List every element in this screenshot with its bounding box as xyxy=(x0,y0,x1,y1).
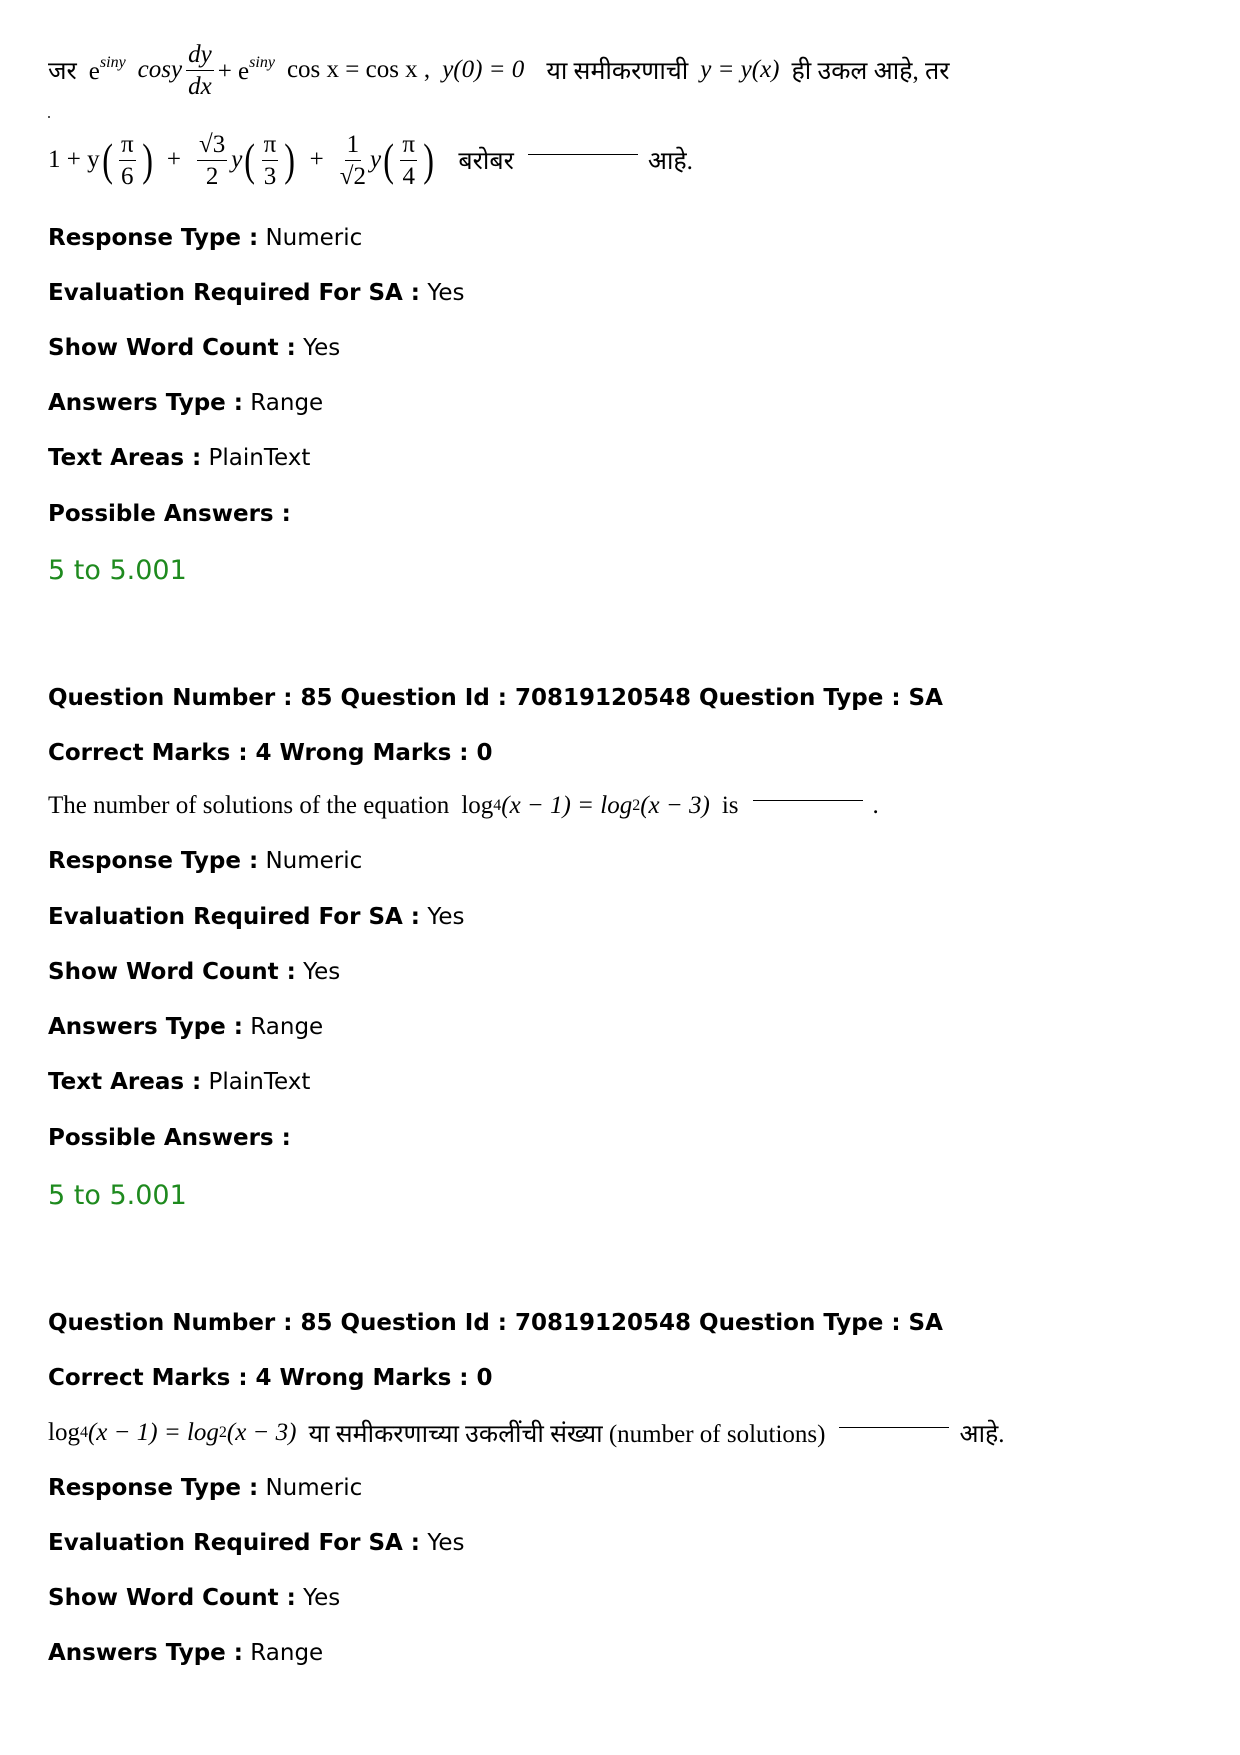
q2-possible-answer: 5 to 5.001 xyxy=(48,1180,187,1211)
q2-evaluation-required: Evaluation Required For SA : Yes xyxy=(48,904,465,930)
q1-response-type: Response Type : Numeric xyxy=(48,225,363,251)
q1-aahe: आहे. xyxy=(647,148,693,175)
q3-response-type: Response Type : Numeric xyxy=(48,1475,363,1501)
q3-answer-blank xyxy=(839,1427,949,1428)
q3-marks: Correct Marks : 4 Wrong Marks : 0 xyxy=(48,1365,493,1391)
q1-cosx: cos x = cos x , xyxy=(286,56,431,83)
q2-answers-type: Answers Type : Range xyxy=(48,1014,324,1040)
q2-possible-answers-label: Possible Answers : xyxy=(48,1125,291,1151)
q3-answers-type: Answers Type : Range xyxy=(48,1640,324,1666)
q3-equation: log 4 (x − 1) = log 2 (x − 3) या समीकरणाच्या उकलींची संख्या (number of solutions) आहे. xyxy=(48,1419,1005,1448)
q1-barobar: बरोबर xyxy=(458,148,514,175)
q1-evaluation-required: Evaluation Required For SA : Yes xyxy=(48,280,465,306)
q2-marks: Correct Marks : 4 Wrong Marks : 0 xyxy=(48,740,493,766)
q1-plus-e: + $e^{siny}$ xyxy=(217,54,275,85)
q1-answer-blank xyxy=(528,154,638,155)
q2-header: Question Number : 85 Question Id : 70819120548 Question Type : SA xyxy=(48,685,943,711)
q2-response-type: Response Type : Numeric xyxy=(48,848,363,874)
q3-evaluation-required: Evaluation Required For SA : Yes xyxy=(48,1530,465,1556)
q1-term-1: 1 + y xyxy=(48,146,100,173)
q1-answers-type: Answers Type : Range xyxy=(48,390,324,416)
q1-dy-dx: $\frac{dy}{dx}$ xyxy=(188,40,212,100)
q3-header: Question Number : 85 Question Id : 70819120548 Question Type : SA xyxy=(48,1310,943,1336)
q1-possible-answers-label: Possible Answers : xyxy=(48,501,291,527)
q1-one-over-sqrt2: $\frac{1}{√2}$ xyxy=(339,130,366,190)
q2-answer-blank xyxy=(753,800,863,801)
q1-cosy: cosy xyxy=(137,56,183,83)
q1-tail-text: ही उकल आहे, तर xyxy=(791,58,950,85)
q1-exp-e: $e^{siny}$ xyxy=(88,54,126,85)
q1-sqrt3-over-2: $\frac{√3}{2}$ xyxy=(199,130,226,190)
q1-equation-line-1 xyxy=(48,38,949,102)
q1-intro: जर xyxy=(48,58,77,85)
q2-show-word-count: Show Word Count : Yes xyxy=(48,959,341,985)
q2-equation: The number of solutions of the equation log 4 (x − 1) = log 2 (x − 3) is . xyxy=(48,792,879,819)
stray-dot xyxy=(48,116,50,118)
q1-ya-text: या समीकरणाची xyxy=(546,58,689,85)
q1-text-areas: Text Areas : PlainText xyxy=(48,445,311,471)
q1-show-word-count: Show Word Count : Yes xyxy=(48,335,341,361)
q1-initial-condition: y(0) = 0 xyxy=(442,56,525,83)
q1-possible-answer: 5 to 5.001 xyxy=(48,555,187,586)
q1-y-of-x: y = y(x) xyxy=(700,56,780,83)
q1-equation-line-2: 1 + y ( $\frac{\pi}{6}$ ) + $\frac{√3}{2}$ y ( $\frac{\pi}{3}$ ) + $\frac{1}{√2}$ y ( $\frac{\pi}{4}$ ) बरोबर आहे. xyxy=(48,130,693,190)
q2-text-areas: Text Areas : PlainText xyxy=(48,1069,311,1095)
q3-show-word-count: Show Word Count : Yes xyxy=(48,1585,341,1611)
